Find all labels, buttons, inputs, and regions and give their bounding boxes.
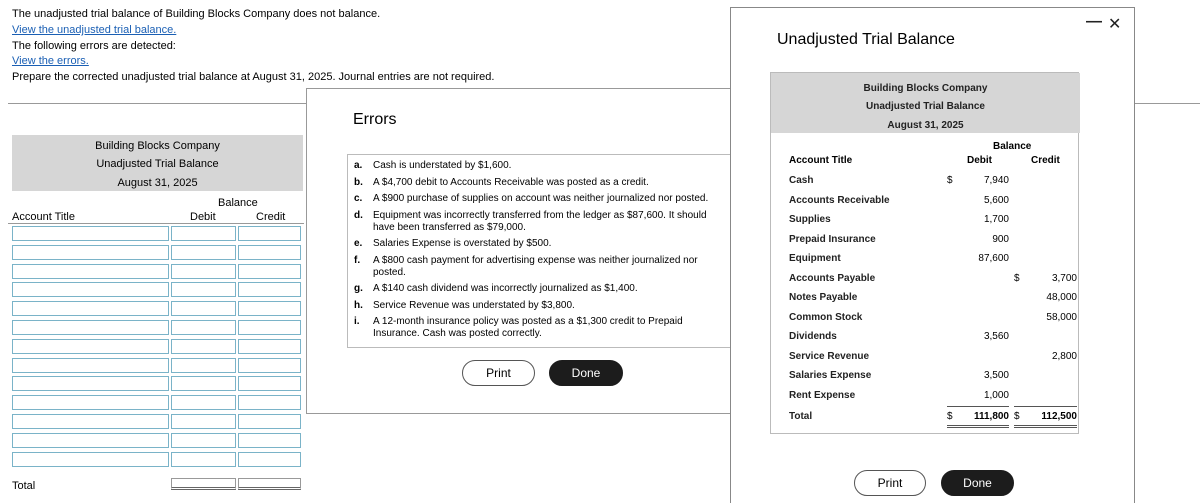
error-text: A 12-month insurance policy was posted as a $1,300 credit to Prepaid Insurance. Cash was posted correctly. — [373, 316, 683, 339]
error-letter: a. — [354, 160, 363, 171]
tb-row — [771, 191, 1080, 210]
tb-credit-symbol: $ — [1014, 272, 1020, 284]
worksheet-balance-label: Balance — [218, 197, 258, 209]
credit-input[interactable] — [238, 339, 301, 354]
account-title-input[interactable] — [12, 320, 169, 335]
tb-row — [771, 288, 1080, 307]
account-title-input[interactable] — [12, 264, 169, 279]
tb-debit-symbol: $ — [947, 411, 953, 422]
error-letter: g. — [354, 283, 363, 294]
account-title-input[interactable] — [12, 226, 169, 241]
tb-print-button[interactable]: Print — [854, 470, 926, 496]
tb-account-cell: Equipment — [789, 253, 841, 264]
tb-debit-cell: 3,560 — [983, 331, 1009, 342]
debit-input[interactable] — [171, 320, 236, 335]
account-title-input[interactable] — [12, 245, 169, 260]
error-text: Service Revenue was understated by $3,800. — [373, 299, 575, 311]
tb-row — [771, 308, 1080, 327]
tb-row — [771, 327, 1080, 346]
error-text: A $4,700 debit to Accounts Receivable was posted as a credit. — [373, 176, 649, 188]
account-title-input[interactable] — [12, 301, 169, 316]
tb-account-cell: Prepaid Insurance — [789, 233, 876, 245]
credit-input[interactable] — [238, 395, 301, 410]
tb-done-button[interactable]: Done — [941, 470, 1014, 496]
account-title-input[interactable] — [12, 376, 169, 391]
total-credit-input[interactable] — [238, 478, 301, 490]
error-text: A $140 cash dividend was incorrectly journalized as $1,400. — [373, 283, 638, 294]
tb-account-cell: Accounts Payable — [789, 272, 876, 284]
tb-total-row — [771, 407, 1080, 426]
tb-account-cell: Cash — [789, 175, 814, 186]
debit-input[interactable] — [171, 245, 236, 260]
sum-line — [947, 406, 1009, 407]
tb-credit-cell: 3,700 — [1051, 272, 1077, 284]
debit-input[interactable] — [171, 282, 236, 297]
error-text: Cash is understated by $1,600. — [373, 160, 512, 171]
worksheet-col-credit: Credit — [256, 211, 286, 223]
tb-row — [771, 171, 1080, 190]
tb-row — [771, 386, 1080, 405]
debit-input[interactable] — [171, 301, 236, 316]
tb-row — [771, 269, 1080, 288]
error-letter: h. — [354, 299, 363, 311]
credit-input[interactable] — [238, 301, 301, 316]
debit-input[interactable] — [171, 358, 236, 373]
tb-debit-cell: 7,940 — [983, 175, 1009, 186]
tb-debit-cell: 1,700 — [983, 214, 1009, 225]
trial-balance-dialog — [730, 7, 1135, 503]
tb-account-cell: Rent Expense — [789, 389, 856, 401]
tb-account-cell: Accounts Receivable — [789, 194, 890, 206]
error-letter: c. — [354, 193, 363, 204]
errors-done-button[interactable]: Done — [549, 360, 623, 386]
account-title-input[interactable] — [12, 433, 169, 448]
error-letter: i. — [354, 316, 360, 327]
tb-debit-cell: 900 — [992, 233, 1009, 245]
trial-balance-dialog-title: Unadjusted Trial Balance — [777, 31, 955, 48]
credit-input[interactable] — [238, 264, 301, 279]
problem-line-2: The following errors are detected: — [12, 40, 176, 52]
debit-input[interactable] — [171, 452, 236, 467]
tb-statement: Unadjusted Trial Balance — [866, 101, 985, 112]
minimize-icon[interactable]: — — [1086, 13, 1102, 30]
tb-row — [771, 347, 1080, 366]
error-item — [348, 158, 730, 175]
error-item — [348, 236, 730, 253]
error-letter: e. — [354, 238, 363, 249]
double-underline — [947, 425, 1009, 428]
error-text: A $800 cash payment for advertising expense was neither journalized nor posted. — [373, 254, 698, 278]
tb-date: August 31, 2025 — [887, 120, 964, 131]
tb-debit-cell: 5,600 — [983, 194, 1009, 206]
debit-input[interactable] — [171, 395, 236, 410]
debit-input[interactable] — [171, 376, 236, 391]
error-item — [348, 298, 730, 315]
worksheet-statement: Unadjusted Trial Balance — [96, 158, 219, 170]
account-title-input[interactable] — [12, 395, 169, 410]
tb-debit-cell: 1,000 — [983, 389, 1009, 401]
errors-title: Errors — [353, 111, 397, 128]
tb-company: Building Blocks Company — [863, 83, 988, 94]
tb-col-debit: Debit — [967, 155, 992, 166]
error-item — [348, 175, 730, 192]
view-errors-link[interactable]: View the errors. — [12, 55, 89, 67]
tb-account-cell: Service Revenue — [789, 350, 870, 362]
tb-account-cell: Supplies — [789, 214, 831, 225]
problem-line-3: Prepare the corrected unadjusted trial balance at August 31, 2025. Journal entries are not required. — [12, 71, 495, 83]
errors-list — [347, 154, 730, 348]
worksheet-company: Building Blocks Company — [95, 140, 220, 152]
account-title-input[interactable] — [12, 414, 169, 429]
tb-row — [771, 210, 1080, 229]
tb-credit-symbol: $ — [1014, 411, 1020, 422]
credit-input[interactable] — [238, 433, 301, 448]
error-item — [348, 314, 730, 343]
tb-account-cell: Notes Payable — [789, 292, 858, 303]
account-title-input[interactable] — [12, 452, 169, 467]
account-title-input[interactable] — [12, 339, 169, 354]
worksheet-col-account: Account Title — [12, 211, 75, 223]
credit-input[interactable] — [238, 452, 301, 467]
tb-col-credit: Credit — [1031, 155, 1060, 166]
account-title-input[interactable] — [12, 282, 169, 297]
problem-line-1: The unadjusted trial balance of Building Blocks Company does not balance. — [12, 8, 381, 20]
worksheet-header-divider — [8, 223, 304, 224]
tb-debit-symbol: $ — [947, 175, 953, 186]
tb-debit-cell: 87,600 — [978, 253, 1009, 264]
errors-dialog — [306, 88, 731, 414]
error-letter: d. — [354, 209, 363, 221]
credit-input[interactable] — [238, 282, 301, 297]
tb-credit-cell: 2,800 — [1051, 350, 1077, 362]
worksheet-total-label: Total — [12, 480, 36, 492]
tb-row — [771, 230, 1080, 249]
error-letter: f. — [354, 254, 361, 266]
trial-balance-table — [770, 72, 1079, 434]
double-underline — [1014, 425, 1077, 428]
tb-debit-cell: 111,800 — [973, 411, 1009, 422]
tb-account-cell: Salaries Expense — [789, 370, 872, 381]
tb-account-cell: Total — [789, 411, 813, 422]
tb-debit-cell: 3,500 — [983, 370, 1009, 381]
view-trial-balance-link[interactable]: View the unadjusted trial balance. — [12, 24, 177, 36]
error-text: A $900 purchase of supplies on account was neither journalized nor posted. — [373, 193, 709, 204]
tb-account-cell: Common Stock — [789, 311, 863, 323]
debit-input[interactable] — [171, 414, 236, 429]
credit-input[interactable] — [238, 320, 301, 335]
error-item — [348, 281, 730, 298]
credit-input[interactable] — [238, 376, 301, 391]
debit-input[interactable] — [171, 433, 236, 448]
tb-col-account: Account Title — [789, 155, 853, 166]
error-letter: b. — [354, 176, 363, 188]
error-item — [348, 253, 730, 282]
worksheet-date: August 31, 2025 — [117, 177, 198, 189]
tb-balance-label: Balance — [993, 141, 1032, 152]
tb-row — [771, 249, 1080, 268]
credit-input[interactable] — [238, 245, 301, 260]
tb-credit-cell: 58,000 — [1046, 311, 1077, 323]
errors-print-button[interactable]: Print — [462, 360, 535, 386]
credit-input[interactable] — [238, 358, 301, 373]
error-item — [348, 208, 730, 237]
debit-input[interactable] — [171, 226, 236, 241]
sum-line — [1014, 406, 1077, 407]
error-text: Equipment was incorrectly transferred from the ledger as $87,600. It should have been transferred as $79,000. — [373, 209, 707, 233]
account-title-input[interactable] — [12, 358, 169, 373]
close-icon[interactable]: ✕ — [1108, 16, 1122, 33]
worksheet-col-debit: Debit — [190, 211, 216, 223]
credit-input[interactable] — [238, 414, 301, 429]
tb-account-cell: Dividends — [789, 331, 837, 342]
error-text: Salaries Expense is overstated by $500. — [373, 238, 552, 249]
error-item — [348, 191, 730, 208]
tb-credit-cell: 112,500 — [1041, 411, 1077, 422]
debit-input[interactable] — [171, 339, 236, 354]
tb-row — [771, 366, 1080, 385]
total-debit-input[interactable] — [171, 478, 236, 490]
credit-input[interactable] — [238, 226, 301, 241]
tb-credit-cell: 48,000 — [1046, 292, 1077, 303]
debit-input[interactable] — [171, 264, 236, 279]
